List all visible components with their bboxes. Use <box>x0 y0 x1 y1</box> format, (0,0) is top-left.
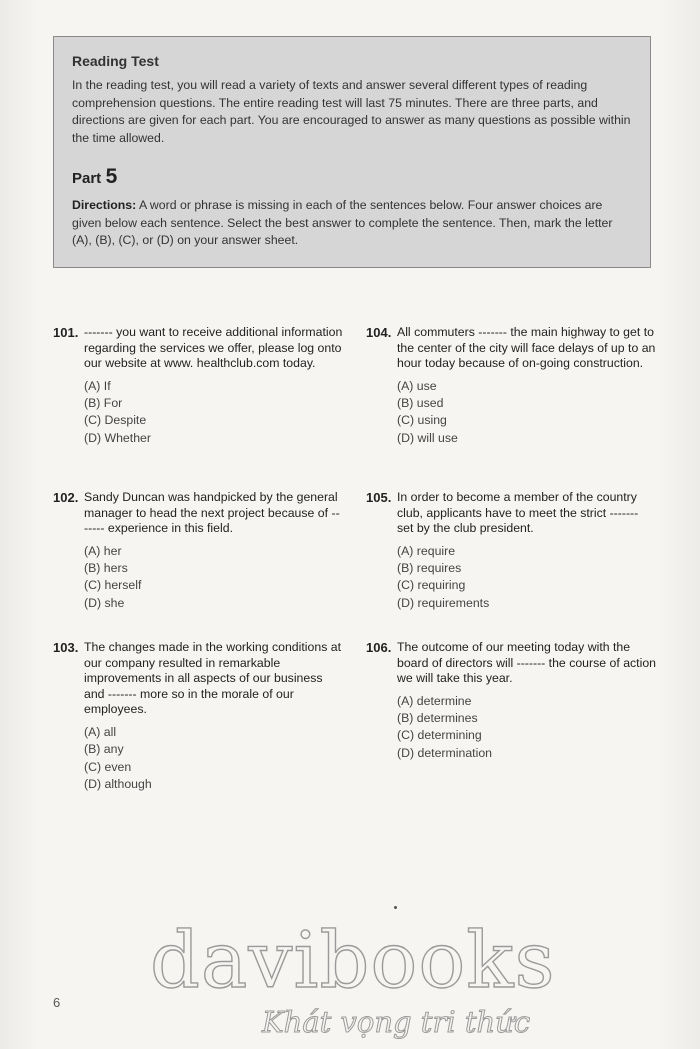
stray-dot <box>394 906 397 909</box>
choice-c: (C) even <box>84 759 132 774</box>
choice-a: (A) all <box>84 724 117 739</box>
choice-d: (D) determination <box>397 745 492 760</box>
choice-b: (B) determines <box>397 711 478 726</box>
choice-b: (B) used <box>397 396 444 411</box>
reading-test-description: In the reading test, you will read a variety of texts and answer several different types of reading comprehension questions. The entire reading test will last 75 minutes. There are three parts, and directions are given for each part. You are encouraged to answer as many questions as possible within the time allowed. <box>72 78 631 145</box>
answer-choices <box>84 543 343 612</box>
directions-label: Directions: <box>72 198 137 212</box>
question-text: In order to become a member of the country club, applicants have to meet the strict ------- set by the club president. <box>397 490 639 536</box>
answer-choices <box>397 543 656 612</box>
answer-choices <box>84 378 343 447</box>
part-heading <box>72 165 632 189</box>
watermark-slogan: Khát vọng tri thức <box>262 1005 531 1039</box>
choice-b: (B) hers <box>84 561 128 576</box>
directions-text: A word or phrase is missing in each of the sentences below. Four answer choices are given below each sentence. Select the best answer to complete the sentence. Then, mark the letter (A), (B), (C), or (D) on your answer sheet. <box>72 198 613 247</box>
answer-choices <box>84 724 343 793</box>
choice-b: (B) For <box>84 396 123 411</box>
choice-a: (A) her <box>84 543 122 558</box>
question-102 <box>53 490 343 612</box>
question-101 <box>53 325 343 447</box>
answer-choices <box>397 378 656 447</box>
question-number: 103. <box>53 640 79 655</box>
question-text: All commuters ------- the main highway to get to the center of the city will face delays of up to an hour today because of on-going construction. <box>397 325 656 371</box>
directions <box>72 197 632 250</box>
question-text: The changes made in the working conditions at our company resulted in remarkable improvements in all aspects of our business and ------- more so in the morale of our employees. <box>84 640 342 717</box>
question-number: 102. <box>53 490 79 505</box>
question-text: ------- you want to receive additional information regarding the services we offer, please log onto our website at www. healthclub.com today. <box>84 325 343 371</box>
question-104 <box>366 325 656 447</box>
question-text: The outcome of our meeting today with the board of directors will ------- the course of action we will take this year. <box>397 640 657 686</box>
choice-d: (D) although <box>84 776 152 791</box>
choice-a: (A) If <box>84 378 111 393</box>
choice-c: (C) Despite <box>84 413 147 428</box>
reading-test-intro-box <box>53 36 651 268</box>
part-number: 5 <box>105 165 118 188</box>
choice-c: (C) requiring <box>397 578 466 593</box>
question-number: 104. <box>366 325 392 340</box>
question-number: 105. <box>366 490 392 505</box>
choice-c: (C) herself <box>84 578 142 593</box>
choice-d: (D) Whether <box>84 430 151 445</box>
choice-d: (D) will use <box>397 430 458 445</box>
part-label: Part <box>72 170 102 187</box>
choice-d: (D) requirements <box>397 595 490 610</box>
choice-b: (B) requires <box>397 561 462 576</box>
reading-test-title: Reading Test <box>72 53 159 69</box>
question-103 <box>53 640 343 793</box>
choice-c: (C) determining <box>397 728 482 743</box>
question-105 <box>366 490 656 612</box>
question-number: 106. <box>366 640 392 655</box>
question-text: Sandy Duncan was handpicked by the general manager to head the next project because of ------- experience in this field. <box>84 490 340 536</box>
page-number: 6 <box>53 995 61 1010</box>
answer-choices <box>397 693 656 762</box>
watermark-brand: davibooks <box>150 916 556 1006</box>
question-number: 101. <box>53 325 79 340</box>
choice-d: (D) she <box>84 595 125 610</box>
choice-a: (A) use <box>397 378 437 393</box>
choice-a: (A) determine <box>397 693 472 708</box>
choice-a: (A) require <box>397 543 456 558</box>
question-106 <box>366 640 656 762</box>
choice-c: (C) using <box>397 413 447 428</box>
choice-b: (B) any <box>84 742 124 757</box>
